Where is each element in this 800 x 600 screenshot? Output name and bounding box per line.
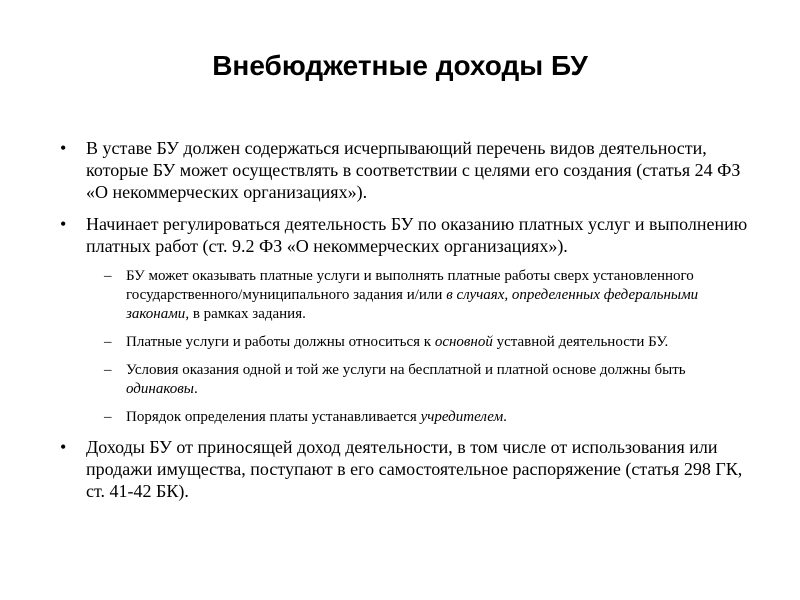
bullet-charter-activities	[60, 137, 760, 203]
dash-marker: –	[104, 362, 112, 378]
dash-marker: –	[104, 268, 112, 284]
dash-marker: –	[104, 409, 112, 425]
subbullet-main-activity	[104, 333, 760, 352]
slide-title: Внебюджетные доходы БУ	[212, 50, 588, 81]
bullet-income-disposal	[60, 436, 760, 502]
subbullet-emphasis: в случаях, определенных федеральными законами	[126, 287, 699, 322]
subbullet-text: Платные услуги и работы должны относиться к	[126, 334, 435, 350]
subbullet-emphasis: основной	[434, 334, 493, 350]
subbullet-text: Порядок определения платы устанавливается	[126, 409, 421, 425]
bullet-text: Доходы БУ от приносящей доход деятельности, в том числе от использования или продажи имущества, поступают в его самостоятельное распоряжение (статья 298 ГК, ст. 41-42 БК).	[86, 437, 743, 501]
subbullet-text-end: уставной деятельности БУ.	[492, 334, 669, 350]
bullet-marker: •	[60, 138, 67, 158]
subbullet-text-end: .	[193, 381, 198, 397]
subbullet-emphasis: учредителем	[420, 409, 504, 425]
subbullet-fee-procedure	[104, 408, 760, 427]
subbullet-text-end: , в рамках задания.	[185, 306, 306, 322]
dash-marker: –	[104, 334, 112, 350]
subbullet-beyond-assignment	[104, 267, 760, 324]
bullet-text: В уставе БУ должен содержаться исчерпывающий перечень видов деятельности, которые БУ может осуществлять в соответствии с целями его создания (статья 24 ФЗ «О некоммерческих организациях»).	[86, 138, 741, 202]
bullet-paid-services	[60, 213, 760, 257]
bullet-marker: •	[60, 437, 67, 457]
subbullet-text-end: .	[503, 409, 507, 425]
bullet-text: Начинает регулироваться деятельность БУ по оказанию платных услуг и выполнению платных работ (ст. 9.2 ФЗ «О некоммерческих организациях»).	[86, 214, 748, 256]
subbullet-text: БУ может оказывать платные услуги и выполнять платные работы сверх установленного государственного/муниципального задания и/или	[126, 268, 694, 303]
subbullet-same-conditions	[104, 361, 760, 399]
slide-body	[60, 137, 760, 512]
bullet-marker: •	[60, 214, 67, 234]
subbullet-text: Условия оказания одной и той же услуги на бесплатной и платной основе должны быть	[126, 362, 686, 378]
subbullet-emphasis: одинаковы	[126, 381, 194, 397]
